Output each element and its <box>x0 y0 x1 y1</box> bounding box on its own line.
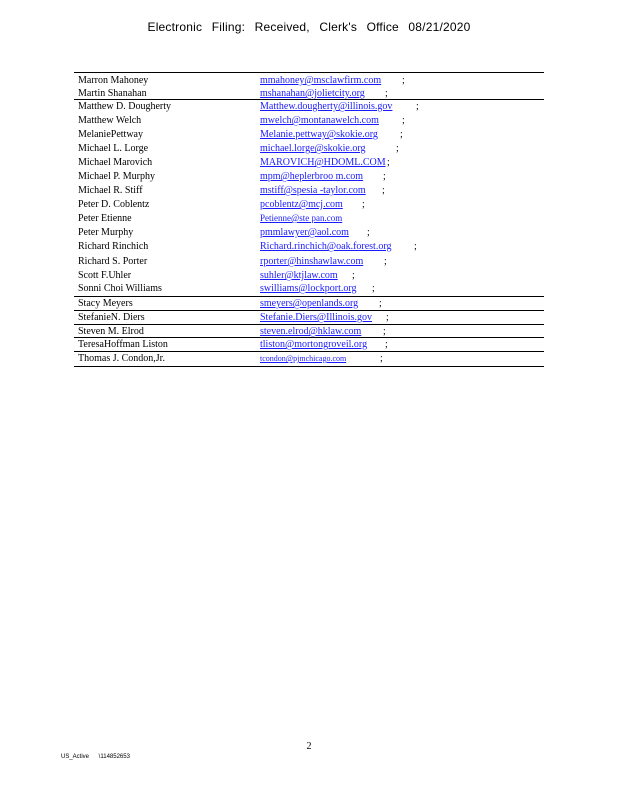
separator: ; <box>386 312 389 323</box>
separator: ; <box>367 227 370 238</box>
table-row <box>74 338 544 352</box>
table-row <box>74 128 544 142</box>
table-row <box>74 297 544 311</box>
table-row <box>74 114 544 128</box>
separator: ; <box>379 298 382 309</box>
separator: ; <box>402 75 405 86</box>
contact-name: Marron Mahoney <box>78 75 149 86</box>
contact-email-link[interactable]: Stefanie.Diers@Illinois.gov <box>260 312 372 323</box>
contact-name: Sonni Choi Williams <box>78 283 162 294</box>
table-row <box>74 212 544 226</box>
separator: ; <box>380 353 383 364</box>
contact-email-link[interactable]: mwelch@montanawelch.com <box>260 115 379 126</box>
table-row <box>74 255 544 269</box>
contact-name: TeresaHoffman Liston <box>78 339 168 350</box>
contact-name: Matthew Welch <box>78 115 142 126</box>
separator: ; <box>352 270 355 281</box>
table-row <box>74 352 544 366</box>
contact-name: Michael L. Lorge <box>78 143 149 154</box>
contact-name: MelaniePettway <box>78 129 143 140</box>
contact-name: Richard S. Porter <box>78 256 148 267</box>
table-row <box>74 74 544 88</box>
separator: ; <box>396 143 399 154</box>
contact-email-link[interactable]: rporter@hinshawlaw.com <box>260 256 364 267</box>
contact-name: Scott F.Uhler <box>78 270 132 281</box>
contact-name: Michael Marovich <box>78 157 153 168</box>
table-row <box>74 87 544 101</box>
contact-name: Peter Murphy <box>78 227 134 238</box>
table-row <box>74 198 544 212</box>
document-id-footer: US_Active \114852653 <box>61 754 130 760</box>
contact-name: Matthew D. Dougherty <box>78 101 172 112</box>
contact-email-link[interactable]: pmmlawyer@aol.com <box>260 227 349 238</box>
table-row <box>74 142 544 156</box>
separator: ; <box>385 88 388 99</box>
contact-email-link[interactable]: suhler@ktjlaw.com <box>260 270 338 281</box>
contact-email-link[interactable]: mpm@heplerbroo m.com <box>260 171 364 182</box>
contact-email-link[interactable]: tcondon@pjmchicago.com <box>260 354 347 363</box>
contact-email-link[interactable]: smeyers@openlands.org <box>260 298 359 309</box>
contact-email-link[interactable]: Matthew.dougherty@illinois.gov <box>260 101 393 112</box>
filing-stamp-header: Electronic Filing: Received, Clerk's Office 08/21/2020 <box>147 20 471 34</box>
contact-email-link[interactable]: swilliams@lockport.org <box>260 283 357 294</box>
table-row <box>74 325 544 339</box>
contact-name: Steven M. Elrod <box>78 326 144 337</box>
table-row <box>74 170 544 184</box>
contact-name: Michael P. Murphy <box>78 171 155 182</box>
contact-email-link[interactable]: mmahoney@msclawfirm.com <box>260 75 382 86</box>
contact-email-link[interactable]: tliston@mortongroveil.org <box>260 339 368 350</box>
separator: ; <box>387 157 390 168</box>
contact-name: Thomas J. Condon,Jr. <box>78 353 165 364</box>
page-number: 2 <box>306 741 312 752</box>
contact-name: Stacy Meyers <box>78 298 133 309</box>
separator: ; <box>414 241 417 252</box>
separator: ; <box>372 283 375 294</box>
contact-email-link[interactable]: steven.elrod@hklaw.com <box>260 326 362 337</box>
separator: ; <box>383 326 386 337</box>
contact-name: Richard Rinchich <box>78 241 149 252</box>
contact-name: Peter D. Coblentz <box>78 199 150 210</box>
table-row <box>74 156 544 170</box>
table-row <box>74 269 544 283</box>
contact-name: StefanieN. Diers <box>78 312 145 323</box>
table-row <box>74 240 544 254</box>
table-row <box>74 226 544 240</box>
separator: ; <box>416 101 419 112</box>
contact-email-link[interactable]: michael.lorge@skokie.org <box>260 143 366 154</box>
contact-email-link[interactable]: mshanahan@jolietcity.org <box>260 88 365 99</box>
contact-email-link[interactable]: MAROVICH@HDOML.COM <box>260 157 386 168</box>
table-row <box>74 282 544 296</box>
table-row <box>74 100 544 114</box>
contact-name: Peter Etienne <box>78 213 132 224</box>
contact-email-link[interactable]: mstiff@spesia -taylor.com <box>260 185 366 196</box>
separator: ; <box>383 171 386 182</box>
contact-email-link[interactable]: pcoblentz@mcj.com <box>260 199 343 210</box>
separator: ; <box>382 185 385 196</box>
table-row <box>74 311 544 325</box>
table-rule-top <box>74 72 544 73</box>
contact-email-link[interactable]: Melanie.pettway@skokie.org <box>260 129 378 140</box>
contact-name: Michael R. Stiff <box>78 185 143 196</box>
separator: ; <box>385 339 388 350</box>
separator: ; <box>362 199 365 210</box>
contact-name: Martin Shanahan <box>78 88 147 99</box>
table-row <box>74 184 544 198</box>
contact-email-link[interactable]: Petienne@ste pan.com <box>260 213 343 223</box>
table-rule-bottom <box>74 366 544 367</box>
separator: ; <box>402 115 405 126</box>
separator: ; <box>400 129 403 140</box>
separator: ; <box>384 256 387 267</box>
contact-email-link[interactable]: Richard.rinchich@oak.forest.org <box>260 241 392 252</box>
